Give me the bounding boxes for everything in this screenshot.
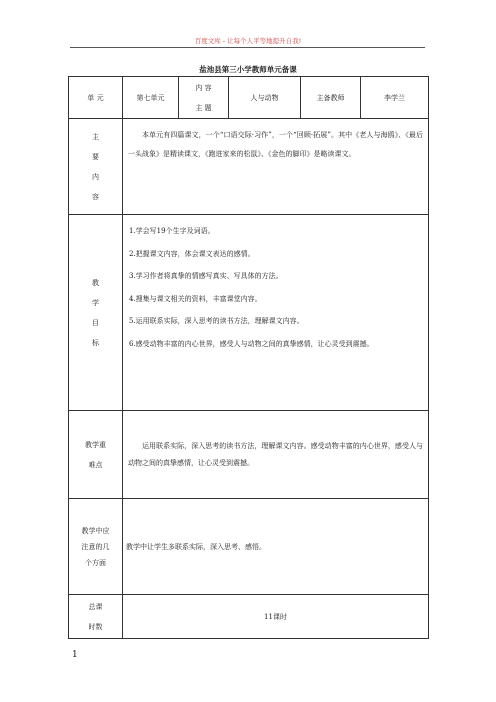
key-difficulties-label-line2: 难点 bbox=[88, 460, 103, 469]
main-content-text: 本单元有四篇课文，一个“口语交际·习作”，一个“回顾·拓展”。其中《老人与海鸥》、《最后一头战象》是精读课文，《跑进家来的松鼠》、《金色的脚印》是略读课文。 bbox=[128, 131, 423, 158]
main-content-label-char: 要 bbox=[92, 152, 99, 161]
attention-text: 教学中让学生多联系实际，深入思考、感悟。 bbox=[126, 542, 266, 551]
objectives-label-char: 学 bbox=[92, 298, 99, 307]
main-content-label bbox=[69, 119, 123, 215]
topic-label-line2: 主 题 bbox=[195, 103, 212, 112]
objective-item: 1.学会写19个生字及词语。 bbox=[129, 227, 215, 235]
header-watermark-text: 百度文库 - 让每个人平等地提升自我! bbox=[194, 37, 302, 45]
topic-label bbox=[179, 77, 229, 119]
objectives-label-char: 标 bbox=[92, 338, 99, 347]
document-title: 盐池县第三小学教师单元备课 bbox=[199, 65, 297, 74]
objectives-label-char: 教 bbox=[92, 278, 99, 287]
objectives-row bbox=[69, 215, 429, 411]
attention-label-line3: 个方面 bbox=[85, 558, 106, 567]
attention-label-line2: 注意的几 bbox=[81, 542, 110, 551]
attention-label-line1: 教学中应 bbox=[81, 526, 110, 535]
objective-item: 4.搜集与课文相关的资料，丰富课堂内容。 bbox=[129, 294, 262, 303]
objective-item: 6.感受动物丰富的内心世界，感受人与动物之间的真挚感情，让心灵受到震撼。 bbox=[129, 339, 374, 348]
key-difficulties-label bbox=[69, 411, 123, 499]
teacher-label: 主备教师 bbox=[301, 77, 361, 119]
main-content-label-char: 内 bbox=[92, 172, 99, 181]
main-content-label-char: 主 bbox=[92, 132, 99, 141]
topic-value: 人与动物 bbox=[229, 77, 301, 119]
total-hours-label bbox=[69, 595, 123, 639]
lesson-plan-table bbox=[68, 76, 429, 639]
total-hours-row bbox=[69, 595, 429, 639]
teacher-value: 李学兰 bbox=[361, 77, 429, 119]
total-hours-label-line2: 时数 bbox=[88, 622, 103, 631]
main-content-row bbox=[69, 119, 429, 215]
objectives-list bbox=[123, 215, 428, 353]
header-divider bbox=[70, 47, 425, 48]
total-hours-value: 11课时 bbox=[123, 595, 429, 639]
page-number: 1 bbox=[72, 650, 78, 660]
info-row bbox=[69, 77, 429, 119]
topic-label-line1: 内 容 bbox=[195, 83, 212, 92]
key-difficulties-label-line1: 教学重 bbox=[85, 440, 106, 449]
unit-label: 单 元 bbox=[69, 77, 123, 119]
key-difficulties-row bbox=[69, 411, 429, 499]
main-content-label-char: 容 bbox=[92, 192, 99, 201]
attention-row bbox=[69, 499, 429, 595]
total-hours-label-line1: 总课 bbox=[88, 602, 103, 611]
unit-value: 第七单元 bbox=[123, 77, 179, 119]
objective-item: 3.学习作者将真挚的情感写真实、写具体的方法。 bbox=[129, 272, 283, 281]
objective-item: 2.把握课文内容，体会课文表达的感情。 bbox=[129, 249, 255, 258]
objective-item: 5.运用联系实际，深入思考的读书方法，理解课文内容。 bbox=[129, 317, 304, 326]
attention-label bbox=[69, 499, 123, 595]
objectives-label-char: 目 bbox=[92, 318, 99, 327]
key-difficulties-text: 运用联系实际，深入思考的读书方法，理解课文内容。感受动物丰富的内心世界，感受人与动物之间的真挚感情，让心灵受到震撼。 bbox=[128, 442, 423, 467]
objectives-label bbox=[69, 215, 123, 411]
